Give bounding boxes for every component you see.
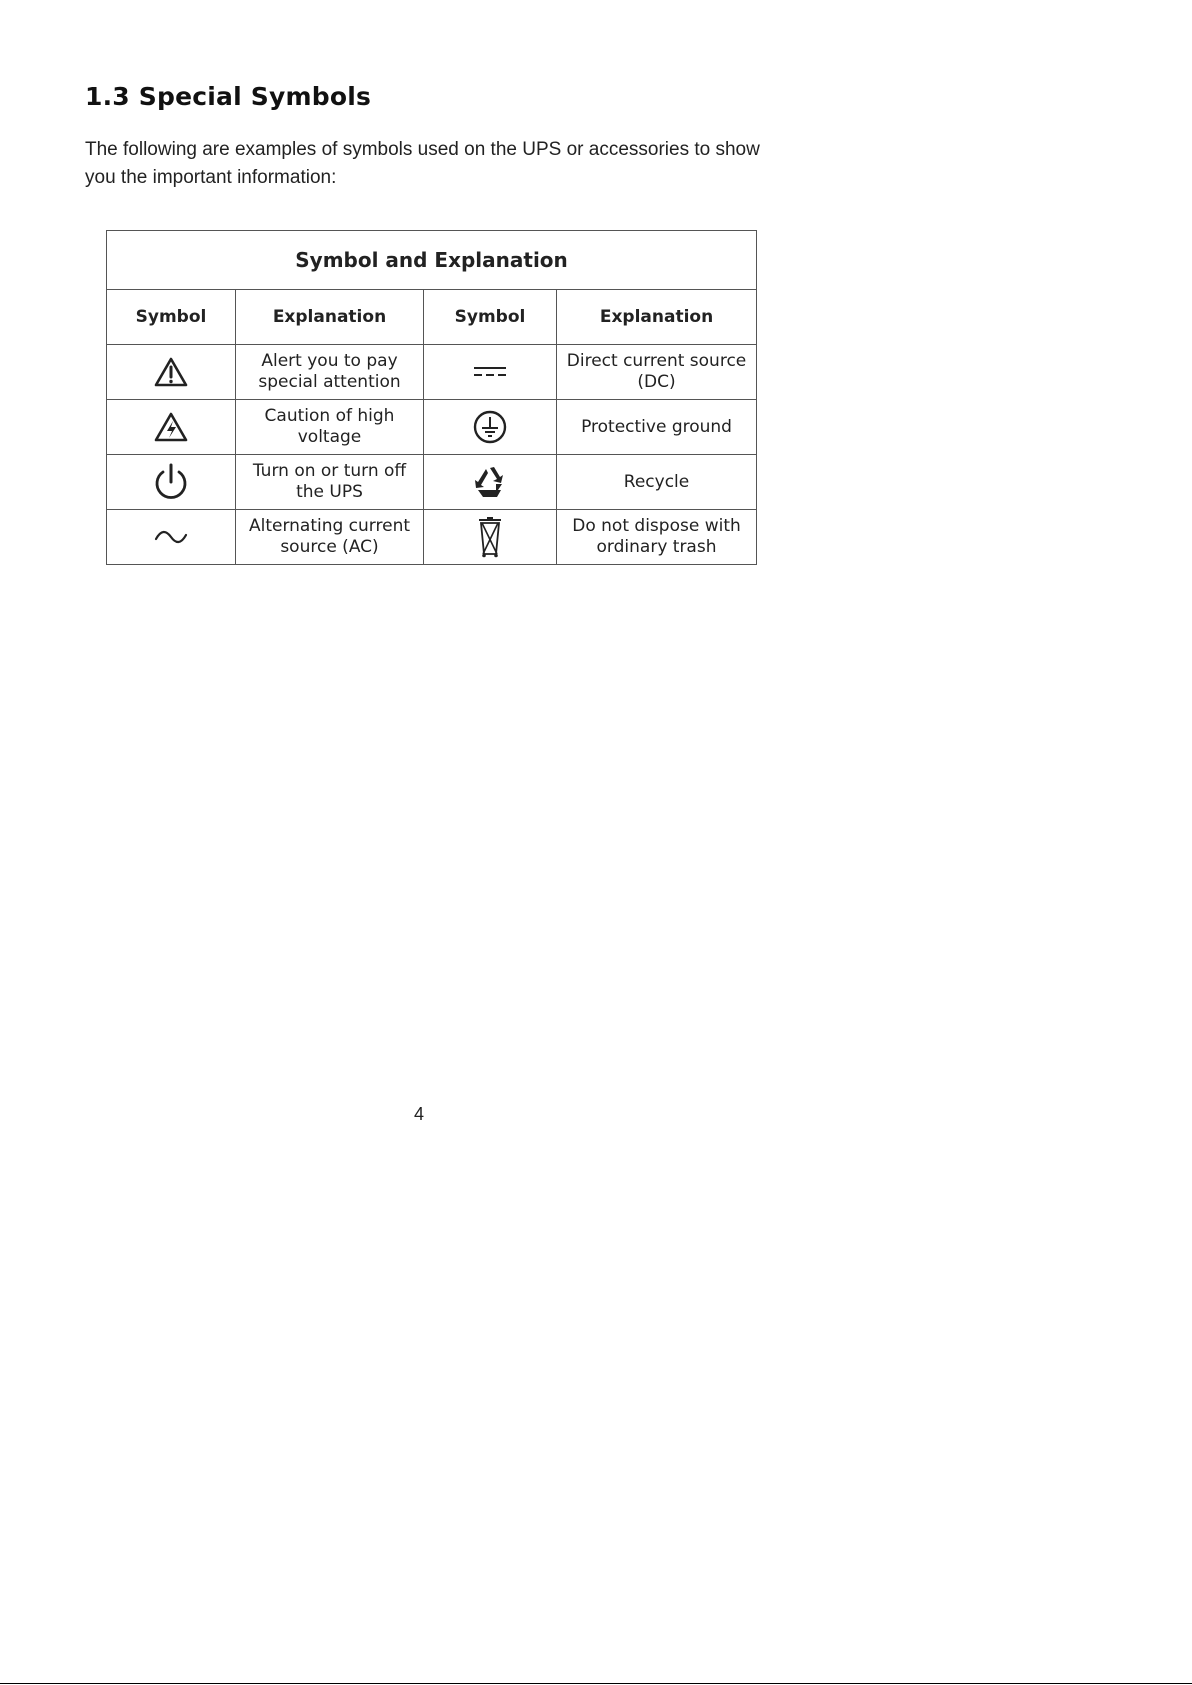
protective-ground-icon [472, 409, 508, 445]
power-icon [152, 462, 190, 502]
intro-paragraph: The following are examples of symbols used on the UPS or accessories to show you the important information: [85, 139, 760, 188]
explanation-cell: Recycle [557, 455, 757, 510]
symbol-cell [107, 400, 236, 455]
symbol-cell [424, 455, 557, 510]
table-row [107, 345, 757, 400]
table-row [107, 455, 757, 510]
high-voltage-icon [153, 411, 189, 443]
header-symbol-1: Symbol [107, 290, 236, 345]
explanation-cell: Alert you to pay special attention [236, 345, 424, 400]
explanation-cell: Caution of high voltage [236, 400, 424, 455]
table-row [107, 510, 757, 565]
header-explanation-2: Explanation [557, 290, 757, 345]
crossed-trash-bin-icon [474, 516, 506, 558]
symbol-table [106, 230, 757, 565]
symbol-cell [424, 400, 557, 455]
page-bottom-rule [0, 1683, 1192, 1684]
header-explanation-1: Explanation [236, 290, 424, 345]
symbol-cell [424, 345, 557, 400]
explanation-cell: Turn on or turn off the UPS [236, 455, 424, 510]
warning-triangle-icon [153, 356, 189, 388]
direct-current-icon [473, 364, 507, 380]
page-number: 4 [414, 1104, 425, 1124]
symbol-cell [107, 510, 236, 565]
explanation-cell: Alternating current source (AC) [236, 510, 424, 565]
explanation-cell: Do not dispose with ordinary trash [557, 510, 757, 565]
alternating-current-icon [154, 529, 188, 545]
section-heading: 1.3 Special Symbols [85, 82, 372, 111]
recycle-icon [472, 465, 508, 499]
symbol-cell [107, 455, 236, 510]
symbol-cell [424, 510, 557, 565]
header-symbol-2: Symbol [424, 290, 557, 345]
table-title: Symbol and Explanation [107, 231, 757, 290]
explanation-cell: Direct current source (DC) [557, 345, 757, 400]
explanation-cell: Protective ground [557, 400, 757, 455]
symbol-cell [107, 345, 236, 400]
table-row [107, 400, 757, 455]
